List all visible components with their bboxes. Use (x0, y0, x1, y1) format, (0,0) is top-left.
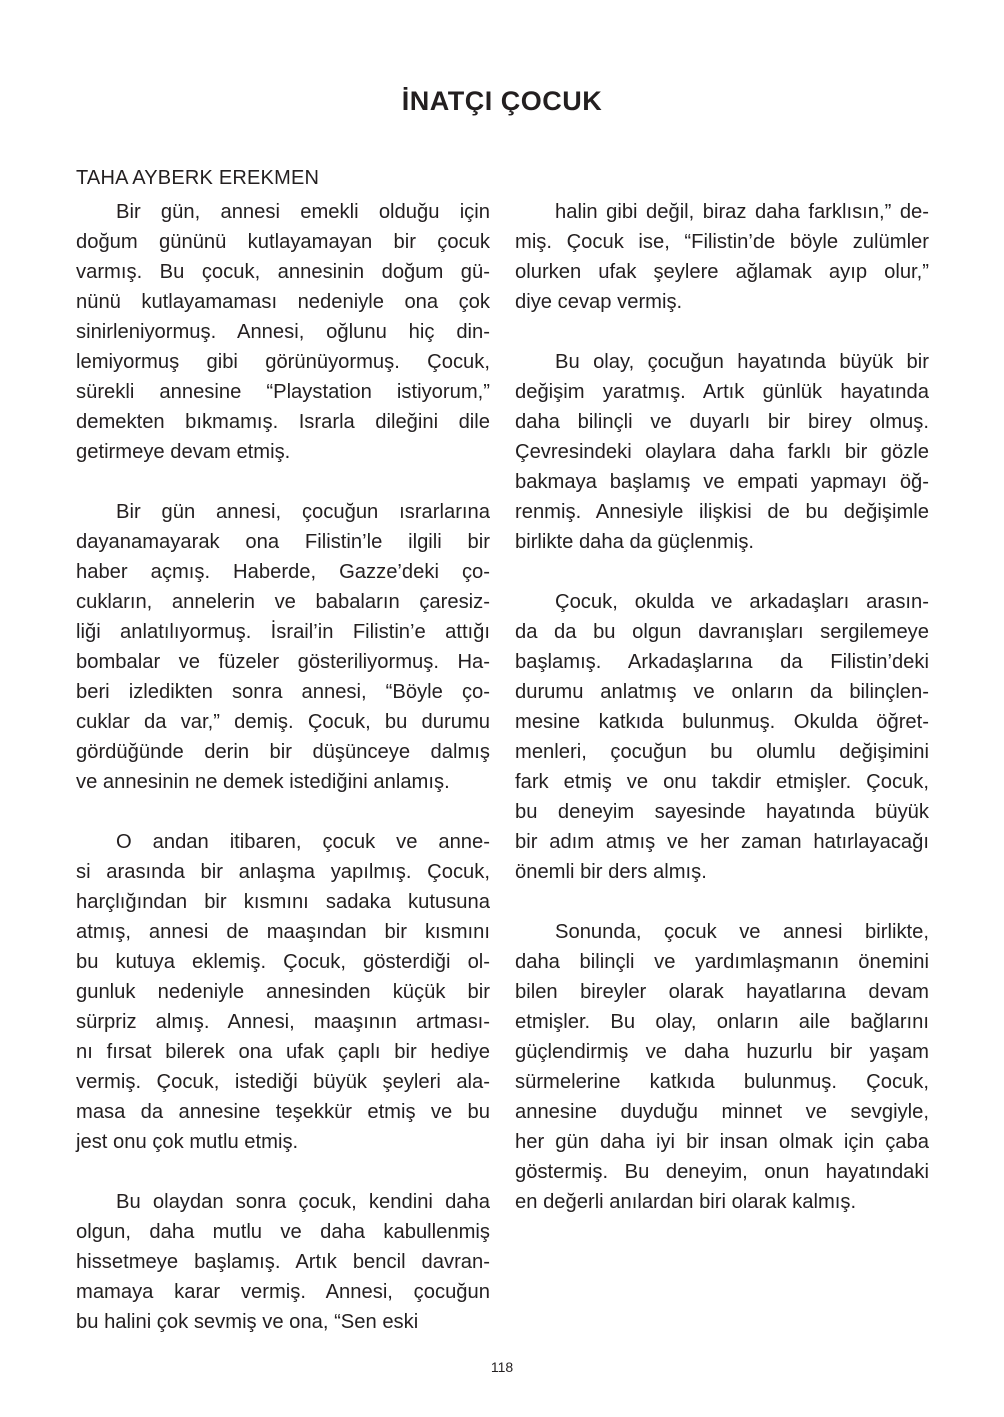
text-line: Çocuk, okulda ve arkadaşları arasın- (555, 591, 929, 613)
text-line: Bir gün annesi, çocuğun ısrarlarına (116, 501, 490, 523)
text-line: sürekli annesine “Playstation istiyorum,” (76, 381, 490, 403)
text-line: bombalar ve füzeler gösteriliyormuş. Ha- (76, 651, 490, 673)
text-line: O andan itibaren, çocuk ve anne- (116, 831, 490, 853)
text-line: fark etmiş ve onu takdir etmişler. Çocuk, (515, 771, 929, 793)
paragraph (76, 1187, 490, 1337)
text-line: vermiş. Çocuk, istediği büyük şeyleri ala- (76, 1071, 490, 1093)
author-name: TAHA AYBERK EREKMEN (76, 167, 320, 189)
text-line: Sonunda, çocuk ve annesi birlikte, (555, 921, 929, 943)
paragraph-gap (76, 797, 490, 827)
text-line: beri izledikten sonra annesi, “Böyle ço- (76, 681, 490, 703)
text-line: Bir gün, annesi emekli olduğu için (116, 201, 490, 223)
text-line: ve annesinin ne demek istediğini anlamış. (76, 771, 450, 793)
text-line: diye cevap vermiş. (515, 291, 683, 313)
text-line: gördüğünde derin bir düşünceye dalmış (76, 741, 490, 763)
text-line: masa da annesine teşekkür etmiş ve bu (76, 1101, 490, 1123)
paragraph (515, 347, 929, 557)
text-line: gunluk nedeniyle annesinden küçük bir (76, 981, 490, 1003)
paragraph-gap (515, 317, 929, 347)
text-line: daha bilinçli ve yardımlaşmanın önemini (515, 951, 929, 973)
text-line: dayanamayarak ona Filistin’le ilgili bir (76, 531, 490, 553)
paragraph-gap (515, 557, 929, 587)
text-line: halin gibi değil, biraz daha farklısın,” de- (555, 201, 929, 223)
text-line: demekten bıkmamış. Israrla dileğini dile (76, 411, 490, 433)
text-line: durumu anlatmış ve onların da bilinçlen- (515, 681, 929, 703)
text-line: da da bu olgun davranışları sergilemeye (515, 621, 929, 643)
text-line: bu deneyim sayesinde hayatında büyük (515, 801, 929, 823)
text-line: olgun, daha mutlu ve daha kabullenmiş (76, 1221, 490, 1243)
text-line: menleri, çocuğun bu olumlu değişimini (515, 741, 929, 763)
text-line: mesine katkıda bulunmuş. Okulda öğret- (515, 711, 929, 733)
text-line: cukların, annelerin ve babaların çaresiz- (76, 591, 490, 613)
text-line: harçlığından bir kısmını sadaka kutusuna (76, 891, 490, 913)
text-line: miş. Çocuk ise, “Filistin’de böyle zulümler (515, 231, 929, 253)
text-line: bakmaya başlamış ve empati yapmayı öğ- (515, 471, 929, 493)
text-line: olurken ufak şeylere ağlamak ayıp olur,” (515, 261, 929, 283)
right-column (515, 197, 929, 1217)
text-line: daha bilinçli ve duyarlı bir birey olmuş. (515, 411, 929, 433)
paragraph (515, 917, 929, 1217)
story-title: İNATÇI ÇOCUK (401, 86, 603, 117)
text-line: Bu olay, çocuğun hayatında büyük bir (555, 351, 929, 373)
text-line: getirmeye devam etmiş. (76, 441, 291, 463)
text-line: başlamış. Arkadaşlarına da Filistin’deki (515, 651, 929, 673)
text-line: varmış. Bu çocuk, annesinin doğum gü- (76, 261, 490, 283)
paragraph (515, 197, 929, 317)
text-line: sürmelerine katkıda bulunmuş. Çocuk, (515, 1071, 929, 1093)
text-line: nı fırsat bilerek ona ufak çaplı bir hediye (76, 1041, 490, 1063)
paragraph (515, 587, 929, 887)
text-line: her gün daha iyi bir insan olmak için çaba (515, 1131, 929, 1153)
text-line: en değerli anılardan biri olarak kalmış. (515, 1191, 857, 1213)
text-line: bu kutuya eklemiş. Çocuk, gösterdiği ol- (76, 951, 490, 973)
text-line: doğum gününü kutlayamayan bir çocuk (76, 231, 490, 253)
text-line: renmiş. Annesiyle ilişkisi de bu değişimle (515, 501, 929, 523)
text-line: atmış, annesi de maaşından bir kısmını (76, 921, 490, 943)
paragraph-gap (76, 467, 490, 497)
paragraph-gap (515, 887, 929, 917)
text-line: hissetmeye başlamış. Artık bencil davran- (76, 1251, 490, 1273)
text-line: bilen bireyler olarak hayatlarına devam (515, 981, 929, 1003)
text-line: Çevresindeki olaylara daha farklı bir gözle (515, 441, 929, 463)
text-line: liği anlatılıyormuş. İsrail’in Filistin’e attığı (76, 621, 490, 643)
text-line: Bu olaydan sonra çocuk, kendini daha (116, 1191, 490, 1213)
paragraph (76, 197, 490, 467)
text-line: sinirleniyormuş. Annesi, oğlunu hiç din- (76, 321, 490, 343)
text-line: değişim yaratmış. Artık günlük hayatında (515, 381, 929, 403)
paragraph-gap (76, 1157, 490, 1187)
paragraph (76, 497, 490, 797)
left-column (76, 197, 490, 1337)
text-line: önemli bir ders almış. (515, 861, 707, 883)
text-line: mamaya karar vermiş. Annesi, çocuğun (76, 1281, 490, 1303)
text-line: haber açmış. Haberde, Gazze’deki ço- (76, 561, 490, 583)
text-line: göstermiş. Bu deneyim, onun hayatındaki (515, 1161, 929, 1183)
text-line: nünü kutlayamaması nedeniyle ona çok (76, 291, 490, 313)
text-line: bir adım atmış ve her zaman hatırlayacağı (515, 831, 929, 853)
text-line: si arasında bir anlaşma yapılmış. Çocuk, (76, 861, 490, 883)
text-line: sürpriz almış. Annesi, maaşının artması- (76, 1011, 490, 1033)
text-line: lemiyormuş gibi görünüyormuş. Çocuk, (76, 351, 490, 373)
text-line: bu halini çok sevmiş ve ona, “Sen eski (76, 1311, 419, 1333)
text-line: cuklar da var,” demiş. Çocuk, bu durumu (76, 711, 490, 733)
text-line: güçlendirmiş ve daha huzurlu bir yaşam (515, 1041, 929, 1063)
paragraph (76, 827, 490, 1157)
text-line: annesine duyduğu minnet ve sevgiyle, (515, 1101, 929, 1123)
text-line: etmişler. Bu olay, onların aile bağlarını (515, 1011, 929, 1033)
text-line: jest onu çok mutlu etmiş. (76, 1131, 299, 1153)
text-line: birlikte daha da güçlenmiş. (515, 531, 755, 553)
page-number: 118 (490, 1359, 514, 1375)
